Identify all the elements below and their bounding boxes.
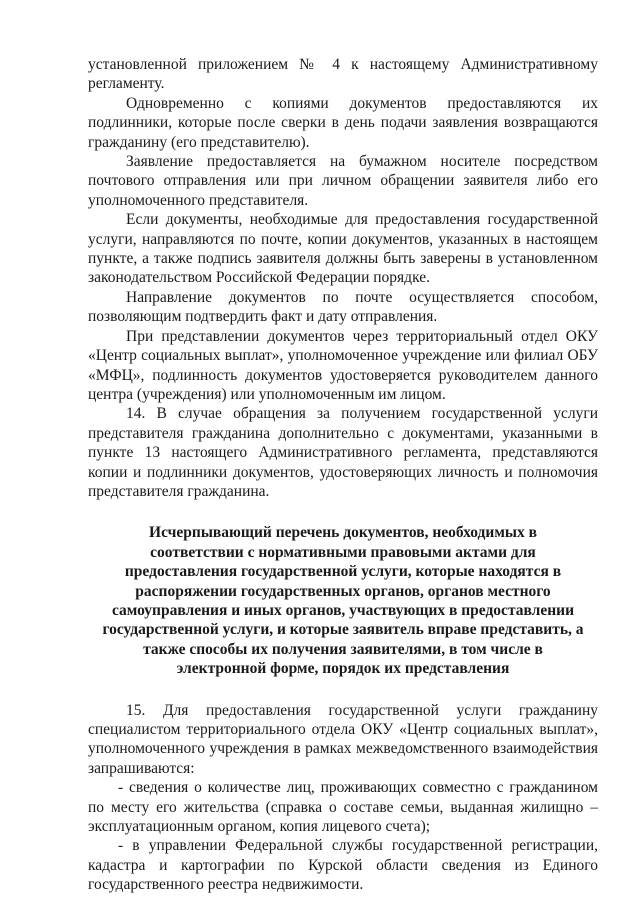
paragraph-item-15: 15. Для предоставления государственной услуги гражданину специалистом территориального отдела ОКУ «Центр социальных выплат», уполномоченного учреждения в рамках межведомственного взаимодействия запрашиваются: <box>88 701 598 777</box>
list-item-household: - сведения о количестве лиц, проживающих совместно с гражданином по месту его жительства (справка о составе семьи, выданная жилищно – эксплуатационным органом, копия лицевого счета); <box>88 779 598 836</box>
paragraph-postal-documents: Если документы, необходимые для предоставления государственной услуги, направляются по почте, копии документов, указанных в настоящем пункте, а также подпись заявителя должны быть заверены в установленном законодательством Российской Федерации порядке. <box>88 211 598 287</box>
paragraph-territorial-office: При представлении документов через территориальный отдел ОКУ «Центр социальных выплат», уполномоченное учреждение или филиал ОБУ «МФЦ», подлинность документов удостоверяется руководителем данного центра (учреждения) или уполномоченным им лицом. <box>88 327 598 403</box>
paragraph-item-14: 14. В случае обращения за получением государственной услуги представителя гражданина дополнительно с документами, указанными в пункте 13 настоящего Административного регламента, представляются копии и подлинники документов, удостоверяющих личность и полномочия представителя гражданина. <box>88 405 598 500</box>
section-heading: Исчерпывающий перечень документов, необходимых в соответствии с нормативными правовыми актами для предоставления государственной услуги, которые находятся в распоряжении государственных органов, органов местного самоуправления и иных органов, участвующих в предоставлении государственной услуги, и которые заявитель вправе представить, а также способы их получения заявителями, в том числе в электронной форме, порядок их представления <box>102 524 584 678</box>
paragraph-originals: Одновременно с копиями документов предоставляются их подлинники, которые после сверки в день подачи заявления возвращаются гражданину (его представителю). <box>88 94 598 151</box>
paragraph-submission-form: Заявление предоставляется на бумажном носителе посредством почтового отправления или при личном обращении заявителя либо его уполномоченного представителя. <box>88 153 598 209</box>
paragraph-postal-method: Направление документов по почте осуществляется способом, позволяющим подтвердить факт и дату отправления. <box>88 288 598 326</box>
list-item-registry: - в управлении Федеральной службы государственной регистрации, кадастра и картографии по Курской области сведения из Единого государственного реестра недвижимости. <box>88 837 598 894</box>
document-page <box>88 55 598 895</box>
paragraph-continuation: установленной приложением № 4 к настоящему Административному регламенту. <box>88 56 598 93</box>
